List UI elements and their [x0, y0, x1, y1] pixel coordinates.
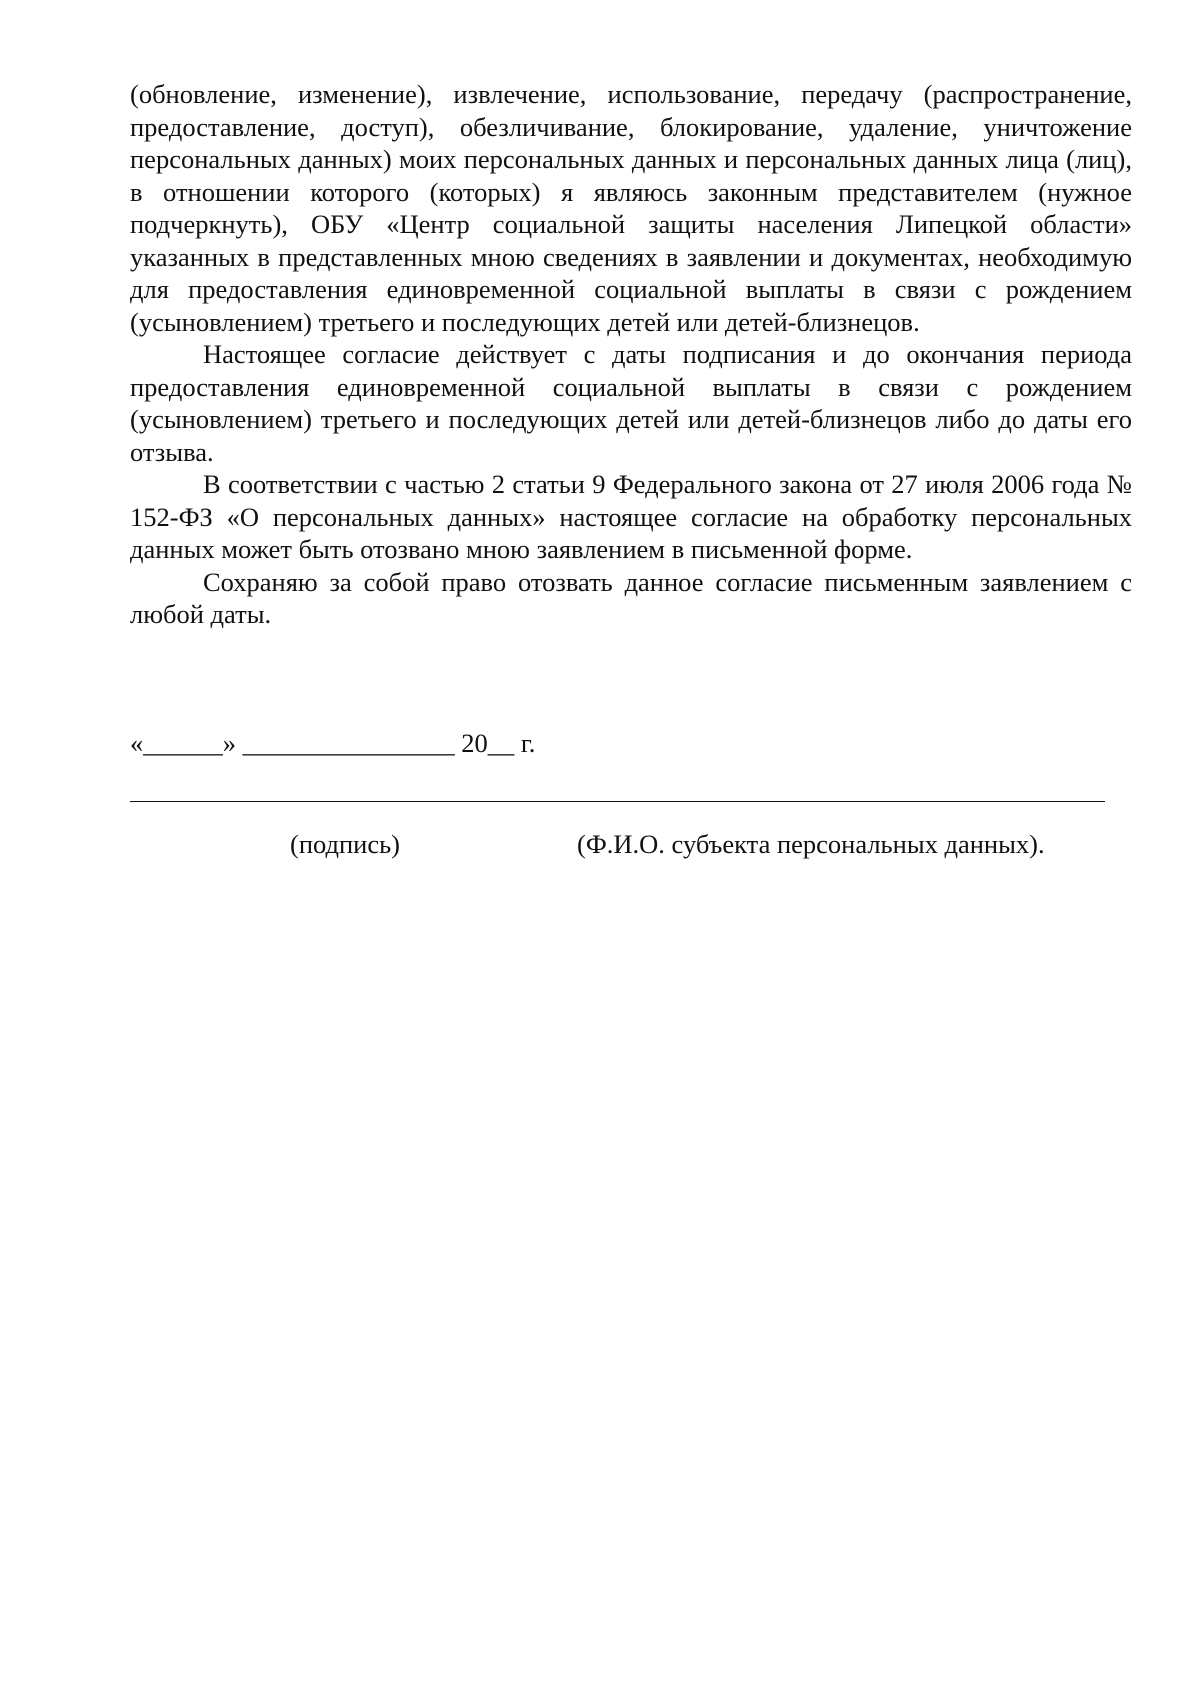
- paragraph-right-to-withdraw: Сохраняю за собой право отозвать данное согласие письменным заявлением с любой даты.: [130, 566, 1132, 629]
- paragraph-processing-scope: (обновление, изменение), извлечение, использование, передачу (распространение, предоставление, доступ), обезличивание, блокирование, удаление, уничтожение персональных данных) моих персональных данных и персональных данных лица (лиц), в отношении которого (которых) я являюсь законным представителем (нужное подчеркнуть), ОБУ «Центр социальной защиты населения Липецкой области» указанных в представленных мною сведениях в заявлении и документах, необходимую для предоставления единовременной социальной выплаты в связи с рождением (усыновлением) третьего и последующих детей или детей-близнецов.: [130, 79, 1132, 337]
- signature-line: [130, 801, 1105, 802]
- consent-body: [130, 78, 1132, 631]
- paragraph-validity-period: Настоящее согласие действует с даты подписания и до окончания периода предоставления единовременной социальной выплаты в связи с рождением (усыновлением) третьего и последующих детей или детей-близнецов либо до даты его отзыва.: [130, 339, 1132, 467]
- signature-caption: (подпись): [290, 829, 401, 859]
- date-field-line: «______» ________________ 20__ г.: [130, 728, 536, 758]
- paragraph-withdrawal-law: В соответствии с частью 2 статьи 9 Федерального закона от 27 июля 2006 года № 152-ФЗ «О персональных данных» настоящее согласие на обработку персональных данных может быть отозвано мною заявлением в письменной форме.: [130, 469, 1132, 564]
- full-name-caption: (Ф.И.О. субъекта персональных данных).: [577, 829, 1045, 859]
